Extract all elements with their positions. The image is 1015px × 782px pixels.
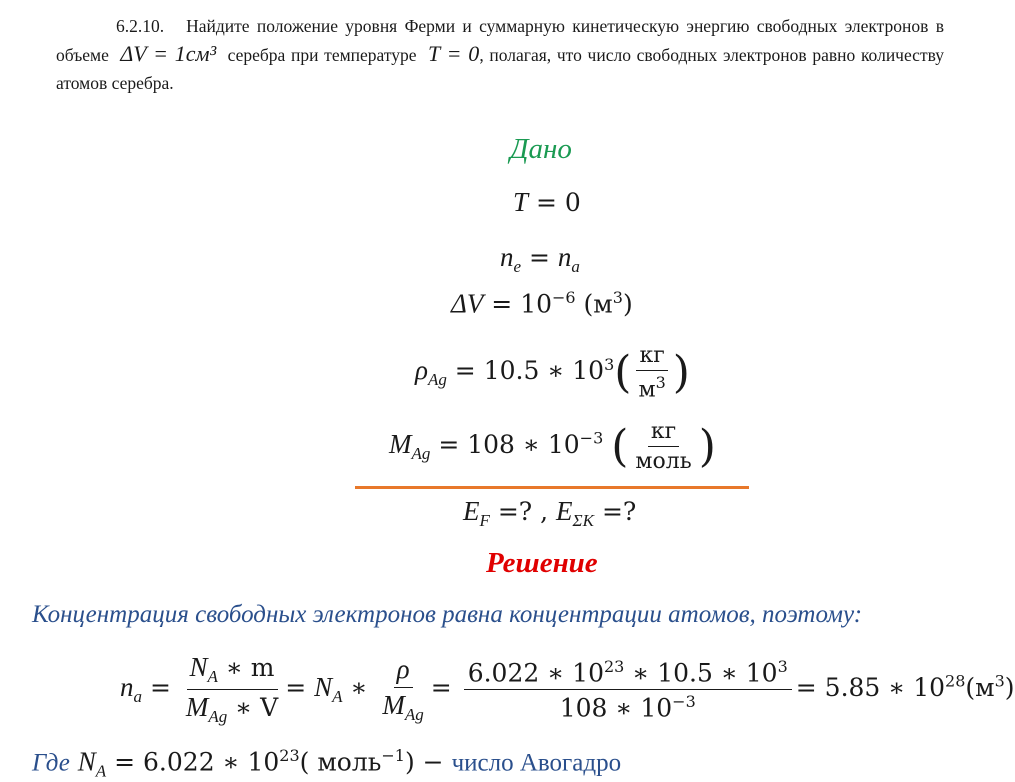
given-unknowns: $E_F$ =? , $E_{\Sigma K}$ =? (463, 496, 637, 530)
fraction-numeric: $\frac{6.022 ∗ 10^{23} ∗ 10.5 ∗ 10^3}{108 ∗ 10^{-3}}$ (464, 657, 792, 723)
solution-heading: Решение (486, 547, 598, 579)
solution-statement: Концентрация свободных электронов равна концентрации атомов, поэтому: (32, 601, 863, 628)
fraction-nm-over-mv: $\frac{N_A ∗ m}{M_{Ag} ∗ V}$ (185, 652, 279, 726)
given-molar-mass: $M_{Ag} = 108$ ∗ $10^{-3}$ ( $\frac{кг}{\text{моль}}$ ) (389, 419, 716, 474)
given-heading: Дано (510, 133, 572, 165)
given-density: $\rho_{Ag} = 10.5$ ∗ $10^3$( $\frac{кг}{м^3}$ ) (415, 343, 690, 403)
fraction-rho-over-m: $\frac{\rho}{M_{Ag}}$ (382, 654, 424, 724)
avogadro-note: Где $N_A = 6.022$ ∗ $10^{23}$( моль$^{-1}$) − число Авогадро (32, 746, 622, 781)
molar-mass-unit-fraction: $\frac{кг}{\text{моль}}$ (635, 419, 692, 474)
problem-volume: ΔV = 1см³ (120, 41, 217, 66)
density-unit-fraction: $\frac{кг}{м^3}$ (638, 343, 666, 403)
problem-temperature: T = 0 (427, 41, 480, 66)
problem-text-2: серебра при температуре (227, 45, 417, 65)
given-temperature: T = 0 (513, 187, 581, 217)
problem-text-3: , полагая, что число свободных электронов равно количеству атомов серебра. (56, 45, 945, 93)
problem-number: 6.2.10. (116, 16, 165, 36)
given-volume: $\Delta V = 10^{-6}$ $(м^3)$ (451, 288, 633, 319)
given-density-relation: $n_e = n_a$ (500, 242, 580, 276)
concentration-formula: $n_a$ = $\frac{N_A ∗ m}{M_{Ag} ∗ V}$ = $N_A$ ∗ $\frac{\rho}{M_{Ag}}$ = $\frac{6.022 ∗ 10^{23} ∗ 10.5 ∗ 10^3}{108 ∗ 10^{-3}}$ = 5.85 ∗ $10^{28}(м^3)$ (120, 652, 1015, 726)
given-divider (355, 486, 749, 489)
problem-statement (56, 12, 944, 97)
problem-text-1: Найдите положение уровня Ферми и суммарную кинетическую энергию свободных электронов в объеме (56, 16, 944, 65)
